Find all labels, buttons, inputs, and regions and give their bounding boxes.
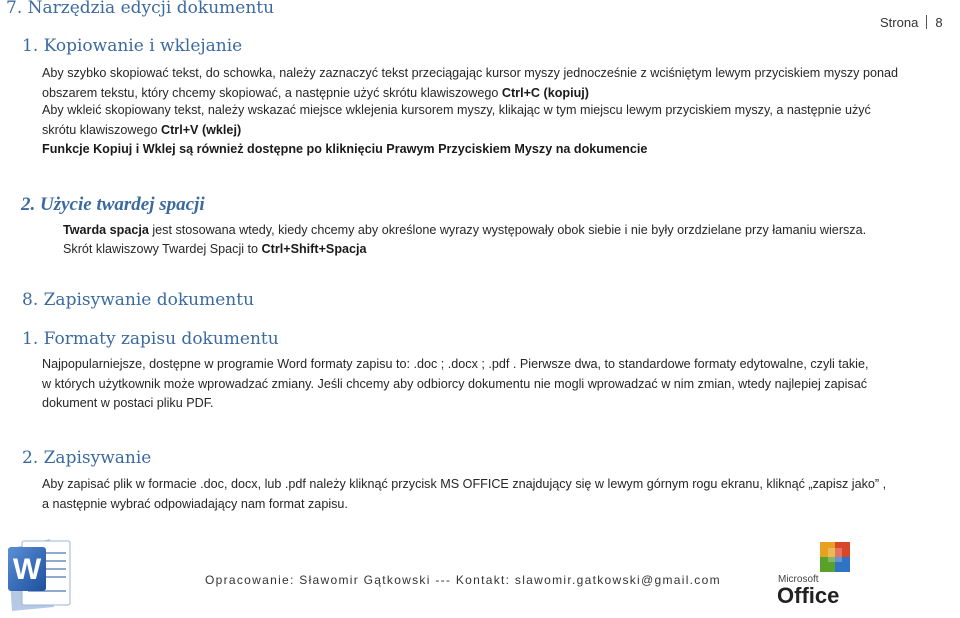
- copy-paste-heading: 1. Kopiowanie i wklejanie: [22, 36, 243, 56]
- formats-heading: 1. Formaty zapisu dokumentu: [22, 329, 279, 349]
- word-logo: [4, 535, 82, 613]
- saving-heading: 2. Zapisywanie: [22, 448, 152, 468]
- ctrl-c-shortcut: Ctrl+C (kopiuj): [501, 85, 589, 100]
- context-menu-note: [42, 140, 900, 160]
- page-number-value: 8: [935, 15, 943, 30]
- ctrl-v-shortcut: Ctrl+V (wklej): [161, 122, 242, 137]
- page-divider: [926, 15, 927, 29]
- paste-text: Aby wkleić skopiowany tekst, należy wskazać miejsce wklejenia kursorem myszy, klikając w tym miejscu lewym przyciskiem myszy, a następnie użyć skrótu klawiszowego: [42, 103, 871, 137]
- paste-paragraph: [42, 101, 900, 140]
- office-logo-icon: [776, 540, 866, 610]
- footer-credits: Opracowanie: Sławomir Gątkowski --- Kontakt: slawomir.gatkowski@gmail.com: [205, 573, 721, 587]
- hard-space-heading: 2. Użycie twardej spacji: [21, 194, 205, 215]
- word-logo-icon: [4, 535, 82, 613]
- hard-space-text: jest stosowana wtedy, kiedy chcemy aby określone wyrazy występowały obok siebie i nie były orzdzielane przy łamaniu wiersza.: [148, 223, 867, 237]
- word-logo-letter: W: [12, 553, 42, 586]
- section-7-title: 7. Narzędzia edycji dokumentu: [6, 0, 275, 18]
- hard-space-term: Twarda spacja: [63, 223, 149, 237]
- context-menu-text: Funkcje Kopiuj i Wklej są również dostępne po kliknięciu Prawym Przyciskiem Myszy na dokumencie: [42, 142, 648, 156]
- page-label: Strona: [880, 15, 919, 30]
- copy-paragraph: [42, 64, 900, 103]
- hard-space-paragraph: [63, 221, 893, 241]
- hard-space-shortcut-text: Skrót klawiszowy Twardej Spacji to: [63, 242, 262, 256]
- page-number: [880, 15, 943, 30]
- section-8-title: 8. Zapisywanie dokumentu: [22, 290, 255, 310]
- office-logo: [776, 540, 866, 610]
- hard-space-shortcut: Ctrl+Shift+Spacja: [261, 242, 367, 256]
- hard-space-shortcut-paragraph: [63, 240, 893, 260]
- office-name: Office: [777, 583, 840, 608]
- formats-paragraph: Najpopularniejsze, dostępne w programie Word formaty zapisu to: .doc ; .docx ; .pdf . Pierwsze dwa, to standardowe formaty edytowalne, czyli takie, w których użytkownik może wprowadzać zmiany. Jeśli chcemy aby odbiorcy dokumentu nie mogli wprowadzać w nim zmian, wtedy najlepiej zapisać dokument w postaci pliku PDF.: [42, 357, 869, 410]
- copy-text: Aby szybko skopiować tekst, do schowka, należy zaznaczyć tekst przeciągając kursor myszy jednocześnie z wciśniętym lewym przyciskiem myszy ponad obszarem tekstu, który chcemy skopiować, a następnie użyć skrótu klawiszowego: [42, 66, 898, 100]
- office-brand: Microsoft: [778, 574, 819, 585]
- saving-paragraph: Aby zapisać plik w formacie .doc, docx, lub .pdf należy kliknąć przycisk MS OFFICE znajdujący się w lewym górnym rogu ekranu, kliknąć „zapisz jako” , a następnie wybrać odpowiadający nam format zapisu.: [42, 477, 887, 511]
